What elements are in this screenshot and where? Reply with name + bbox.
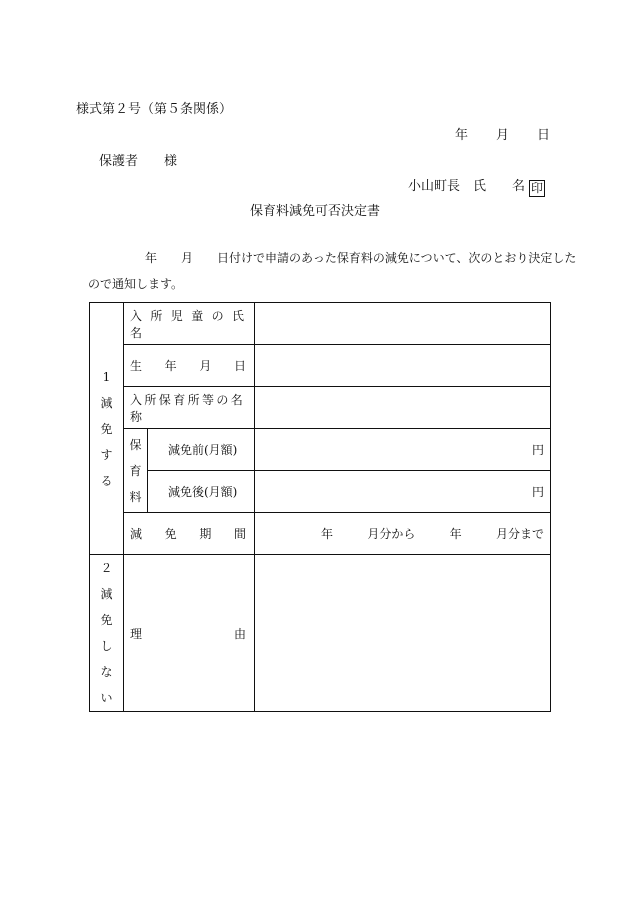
reason-label: 理 由 [124, 555, 255, 712]
period-label: 減 免 期 間 [124, 513, 255, 555]
birthdate-field[interactable] [255, 345, 551, 387]
date-day: 日 [537, 128, 551, 143]
document-title: 保育料減免可否決定書 [249, 204, 380, 219]
form-number: 様式第２号（第５条関係） [76, 102, 233, 117]
issuer-line [408, 180, 545, 197]
issuer-name: 小山町長 氏 名 [408, 179, 526, 194]
date-month: 月 [496, 128, 510, 143]
birthdate-label: 生 年 月 日 [124, 345, 255, 387]
reason-field[interactable] [255, 555, 551, 712]
body-text-line-1: 年 月 日付けで申請のあった保育料の減免について、次のとおり決定した [145, 251, 577, 265]
addressee: 保護者 様 [99, 154, 178, 169]
date-year: 年 [455, 128, 469, 143]
before-reduction-label: 減免前(月額) [148, 429, 255, 471]
after-reduction-field[interactable]: 円 [255, 471, 551, 513]
section-2-label: ２ 減 免 し な い [90, 555, 124, 712]
body-text-line-2: ので通知します。 [88, 277, 184, 291]
after-reduction-label: 減免後(月額) [148, 471, 255, 513]
section-1-label: 1 減 免 す る [90, 303, 124, 555]
child-name-field[interactable] [255, 303, 551, 345]
before-reduction-field[interactable]: 円 [255, 429, 551, 471]
nursery-name-field[interactable] [255, 387, 551, 429]
nursery-name-label: 入所保育所等の名称 [124, 387, 255, 429]
issue-date [455, 129, 550, 142]
period-field[interactable]: 年 月分から 年 月分まで [255, 513, 551, 555]
fee-label: 保 育 料 [124, 429, 148, 513]
child-name-label: 入所児童の氏名 [124, 303, 255, 345]
decision-table [89, 302, 551, 712]
seal-box: 印 [531, 181, 544, 195]
